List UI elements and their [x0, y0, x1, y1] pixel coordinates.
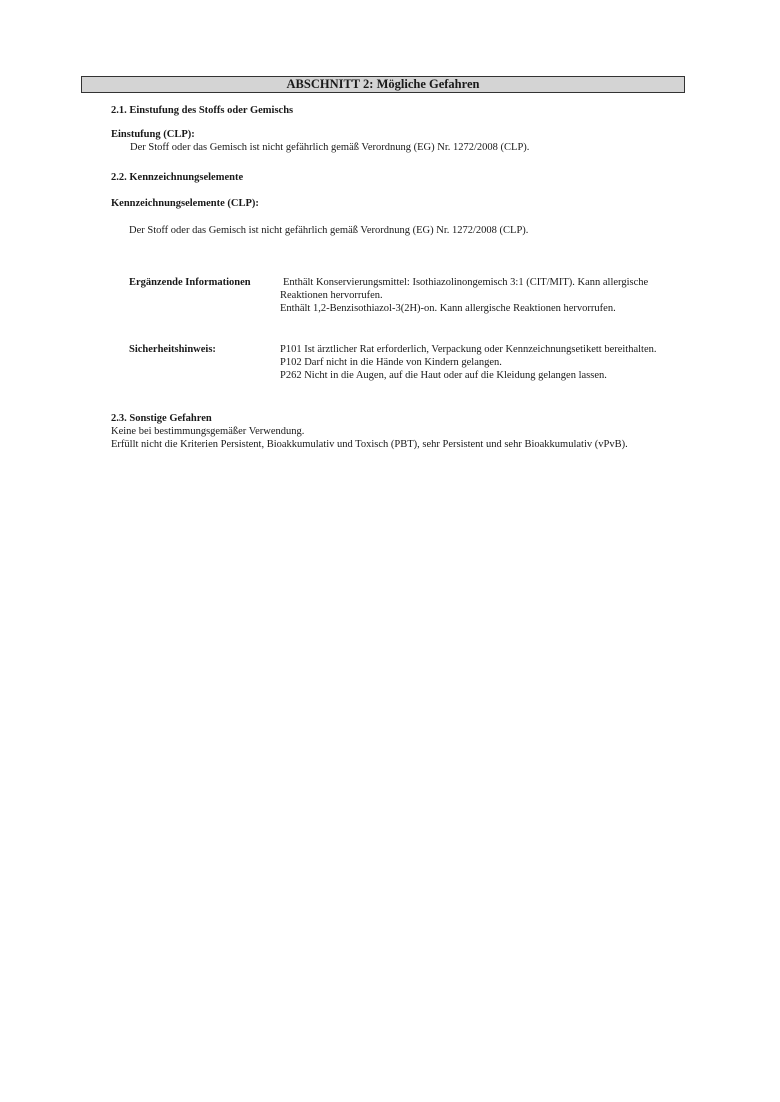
heading-2-1: 2.1. Einstufung des Stoffs oder Gemischs	[111, 105, 294, 116]
text-einstufung: Der Stoff oder das Gemisch ist nicht gefährlich gemäß Verordnung (EG) Nr. 1272/2008 (CLP).	[130, 142, 530, 153]
label-sicherheitshinweis: Sicherheitshinweis:	[129, 344, 216, 355]
other-hazards-line: Keine bei bestimmungsgemäßer Verwendung.	[111, 426, 305, 437]
safety-statement: P102 Darf nicht in die Hände von Kindern gelangen.	[280, 357, 502, 368]
label-ergaenzende-informationen: Ergänzende Informationen	[129, 277, 251, 288]
label-kennzeichnungselemente-clp: Kennzeichnungselemente (CLP):	[111, 198, 259, 209]
safety-statement: P101 Ist ärztlicher Rat erforderlich, Verpackung oder Kennzeichnungsetikett bereithalten.	[280, 344, 657, 355]
heading-2-3: 2.3. Sonstige Gefahren	[111, 413, 212, 424]
supplementary-line: Enthält 1,2-Benzisothiazol-3(2H)-on. Kann allergische Reaktionen hervorrufen.	[280, 303, 616, 314]
heading-2-2: 2.2. Kennzeichnungselemente	[111, 172, 244, 183]
other-hazards-line: Erfüllt nicht die Kriterien Persistent, Bioakkumulativ und Toxisch (PBT), sehr Persistent und sehr Bioakkumulativ (vPvB).	[111, 439, 628, 450]
text-kennzeichnung: Der Stoff oder das Gemisch ist nicht gefährlich gemäß Verordnung (EG) Nr. 1272/2008 (CLP).	[129, 225, 529, 236]
safety-statement: P262 Nicht in die Augen, auf die Haut oder auf die Kleidung gelangen lassen.	[280, 370, 607, 381]
label-einstufung-clp: Einstufung (CLP):	[111, 129, 195, 140]
section-title: ABSCHNITT 2: Mögliche Gefahren	[81, 76, 685, 93]
supplementary-line: Reaktionen hervorrufen.	[280, 290, 383, 301]
supplementary-line: Enthält Konservierungsmittel: Isothiazolinongemisch 3:1 (CIT/MIT). Kann allergische	[283, 277, 649, 288]
